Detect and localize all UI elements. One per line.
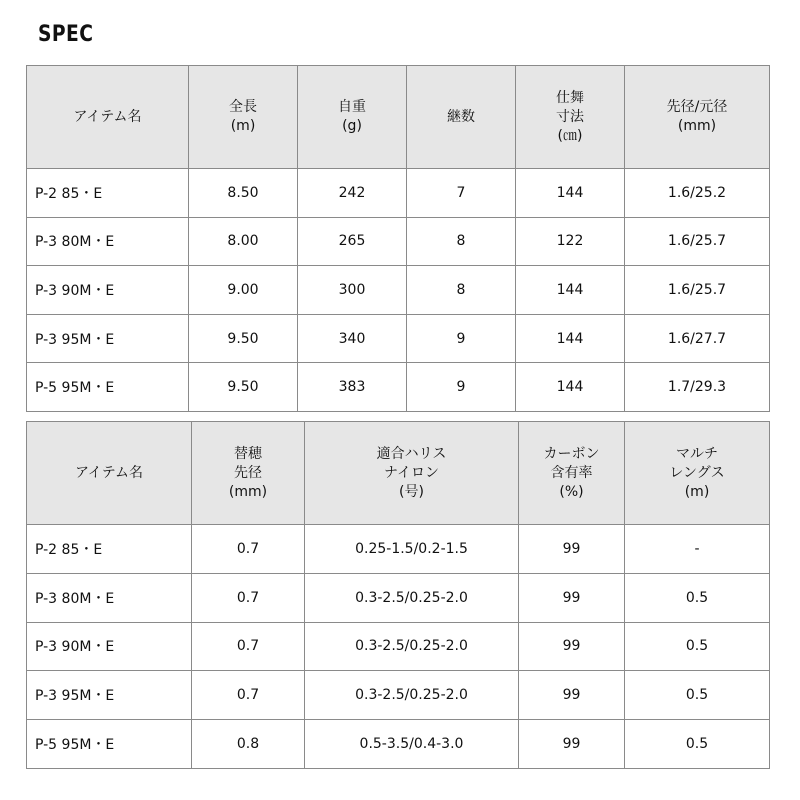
weight-cell: 242 xyxy=(298,169,407,218)
sections-cell: 8 xyxy=(407,217,516,266)
length-cell: 9.00 xyxy=(189,266,298,315)
diameter-cell: 1.6/25.7 xyxy=(625,266,770,315)
page-title: SPEC xyxy=(38,22,94,47)
item-name-cell: P-5 95M・E xyxy=(27,720,192,769)
closed-length-cell: 122 xyxy=(516,217,625,266)
table-row xyxy=(27,266,770,315)
line-rating-cell: 0.3-2.5/0.25-2.0 xyxy=(305,622,519,671)
table-row xyxy=(27,622,770,671)
item-name-cell: P-3 80M・E xyxy=(27,217,189,266)
sections-cell: 9 xyxy=(407,314,516,363)
table-row xyxy=(27,525,770,574)
length-cell: 9.50 xyxy=(189,314,298,363)
spare-tip-cell: 0.7 xyxy=(192,622,305,671)
table-row xyxy=(27,217,770,266)
header-spare-tip-diameter: 替穂 先径 (mm) xyxy=(192,422,305,525)
diameter-cell: 1.6/27.7 xyxy=(625,314,770,363)
item-name-cell: P-3 95M・E xyxy=(27,671,192,720)
table-row xyxy=(27,573,770,622)
table-row xyxy=(27,314,770,363)
header-sections: 継数 xyxy=(407,66,516,169)
carbon-content-cell: 99 xyxy=(519,573,625,622)
line-rating-cell: 0.3-2.5/0.25-2.0 xyxy=(305,573,519,622)
carbon-content-cell: 99 xyxy=(519,671,625,720)
spare-tip-cell: 0.7 xyxy=(192,671,305,720)
table-row xyxy=(27,720,770,769)
header-length: 全長 (m) xyxy=(189,66,298,169)
spare-tip-cell: 0.7 xyxy=(192,525,305,574)
header-closed-length: 仕舞 寸法 (㎝) xyxy=(516,66,625,169)
weight-cell: 340 xyxy=(298,314,407,363)
table-header-row xyxy=(27,66,770,169)
table-row xyxy=(27,671,770,720)
line-rating-cell: 0.25-1.5/0.2-1.5 xyxy=(305,525,519,574)
weight-cell: 300 xyxy=(298,266,407,315)
header-item-name: アイテム名 xyxy=(27,66,189,169)
table-row xyxy=(27,169,770,218)
length-cell: 8.00 xyxy=(189,217,298,266)
sections-cell: 9 xyxy=(407,363,516,412)
closed-length-cell: 144 xyxy=(516,169,625,218)
item-name-cell: P-2 85・E xyxy=(27,525,192,574)
spare-tip-cell: 0.7 xyxy=(192,573,305,622)
header-weight: 自重 (g) xyxy=(298,66,407,169)
item-name-cell: P-3 80M・E xyxy=(27,573,192,622)
carbon-content-cell: 99 xyxy=(519,525,625,574)
spec-table-1 xyxy=(26,65,770,412)
spare-tip-cell: 0.8 xyxy=(192,720,305,769)
header-tip-butt-diameter: 先径/元径 (mm) xyxy=(625,66,770,169)
closed-length-cell: 144 xyxy=(516,363,625,412)
spec-table-2 xyxy=(26,421,770,769)
length-cell: 8.50 xyxy=(189,169,298,218)
sections-cell: 7 xyxy=(407,169,516,218)
table-header-row xyxy=(27,422,770,525)
item-name-cell: P-3 90M・E xyxy=(27,266,189,315)
multi-length-cell: 0.5 xyxy=(625,573,770,622)
table-row xyxy=(27,363,770,412)
closed-length-cell: 144 xyxy=(516,266,625,315)
multi-length-cell: 0.5 xyxy=(625,720,770,769)
item-name-cell: P-2 85・E xyxy=(27,169,189,218)
carbon-content-cell: 99 xyxy=(519,622,625,671)
header-item-name: アイテム名 xyxy=(27,422,192,525)
carbon-content-cell: 99 xyxy=(519,720,625,769)
multi-length-cell: 0.5 xyxy=(625,622,770,671)
item-name-cell: P-3 95M・E xyxy=(27,314,189,363)
diameter-cell: 1.6/25.7 xyxy=(625,217,770,266)
item-name-cell: P-5 95M・E xyxy=(27,363,189,412)
header-line-rating: 適合ハリス ナイロン (号) xyxy=(305,422,519,525)
diameter-cell: 1.6/25.2 xyxy=(625,169,770,218)
multi-length-cell: - xyxy=(625,525,770,574)
length-cell: 9.50 xyxy=(189,363,298,412)
weight-cell: 383 xyxy=(298,363,407,412)
sections-cell: 8 xyxy=(407,266,516,315)
weight-cell: 265 xyxy=(298,217,407,266)
diameter-cell: 1.7/29.3 xyxy=(625,363,770,412)
header-multi-length: マルチ レングス (m) xyxy=(625,422,770,525)
multi-length-cell: 0.5 xyxy=(625,671,770,720)
closed-length-cell: 144 xyxy=(516,314,625,363)
line-rating-cell: 0.3-2.5/0.25-2.0 xyxy=(305,671,519,720)
item-name-cell: P-3 90M・E xyxy=(27,622,192,671)
header-carbon-content: カーボン 含有率 (%) xyxy=(519,422,625,525)
line-rating-cell: 0.5-3.5/0.4-3.0 xyxy=(305,720,519,769)
